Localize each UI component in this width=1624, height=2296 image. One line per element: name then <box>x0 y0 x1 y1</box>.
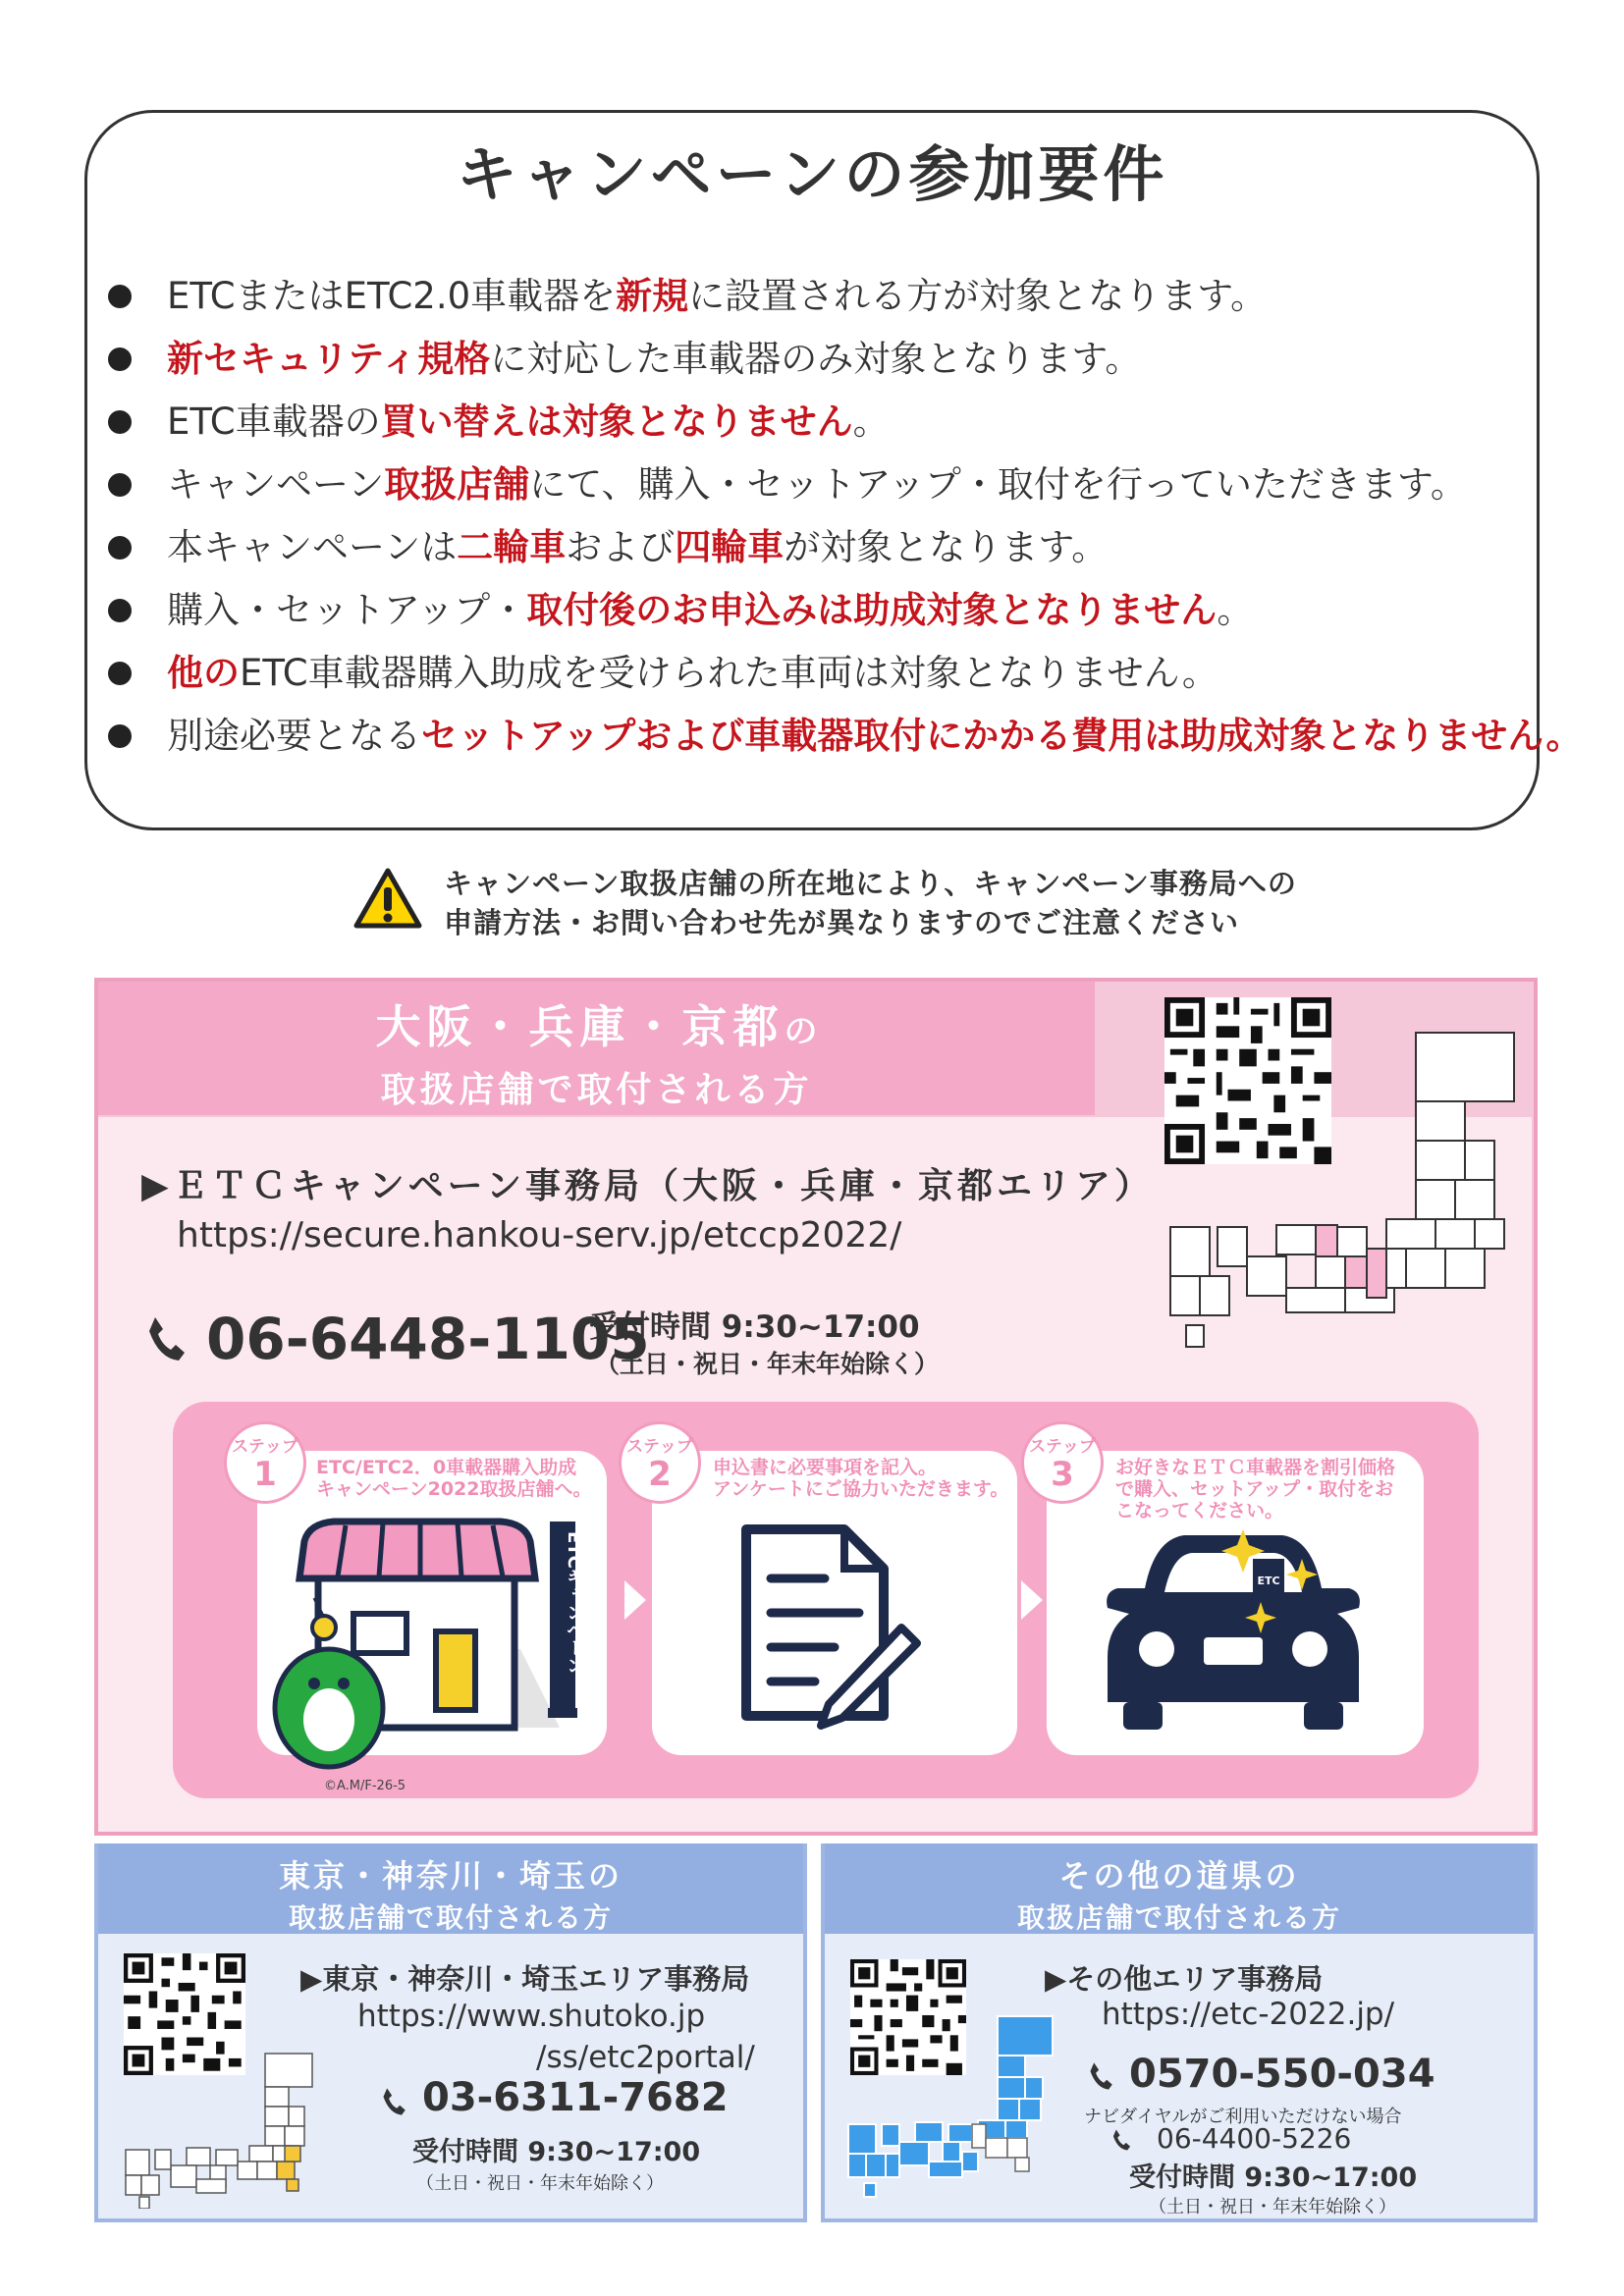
car-etc-badge: ETC <box>1257 1575 1280 1587</box>
phone-icon <box>1088 2061 1113 2091</box>
step-badge-number: 1 <box>253 1455 277 1494</box>
step-badge-label: ステップ <box>1029 1437 1096 1457</box>
requirement-text: ETCまたはETC2.0車載器を <box>167 275 617 317</box>
tokyo-hours: 受付時間 9:30~17:00 <box>412 2137 701 2167</box>
tokyo-url-line-1[interactable]: https://www.shutoko.jp <box>357 1999 706 2034</box>
requirements-list <box>108 265 1583 768</box>
requirement-text: 。 <box>852 400 890 443</box>
bullet-icon <box>108 410 132 434</box>
step-badge-3 <box>1021 1421 1104 1504</box>
step-text-1 <box>316 1457 592 1500</box>
requirement-emphasis: 取付後のお申込みは助成対象となりません <box>526 589 1218 631</box>
requirement-emphasis: 新規 <box>616 275 689 317</box>
step-2-line-1: 申込書に必要事項を記入。 <box>713 1457 938 1478</box>
requirements-title-text: キャンペーンの参加要件 <box>456 138 1168 210</box>
other-subtitle: 取扱店舗で取付される方 <box>1016 1901 1341 1934</box>
japan-map-tokyo <box>118 2052 324 2209</box>
tokyo-phone-number[interactable]: 03-6311-7682 <box>422 2075 729 2120</box>
document-pen-icon <box>727 1520 923 1735</box>
japan-map-other <box>840 2014 1066 2211</box>
phone-icon <box>381 2087 406 2116</box>
requirement-emphasis: 取扱店舗 <box>384 463 530 506</box>
step-badge-1 <box>224 1421 306 1504</box>
bullet-icon <box>108 473 132 497</box>
caution-text <box>444 864 1297 942</box>
tokyo-office-name: ▶東京・神奈川・埼玉エリア事務局 <box>300 1962 750 1996</box>
requirements-title <box>425 126 1200 213</box>
requirement-emphasis: 買い替えは対象となりません <box>380 400 853 443</box>
requirement-item <box>108 328 1532 391</box>
step-text-3 <box>1115 1457 1395 1522</box>
requirement-item <box>108 705 1583 768</box>
shop-sign-text: ETCキャンペーン <box>564 1531 584 1675</box>
osaka-qr-code[interactable] <box>1164 997 1331 1164</box>
requirement-item <box>108 265 1532 328</box>
step-badge-label: ステップ <box>626 1437 693 1457</box>
requirements-title-wrap <box>0 126 1624 213</box>
requirement-text: に対応した車載器のみ対象となります。 <box>490 338 1142 380</box>
step-3-line-3: こなってください。 <box>1115 1500 1284 1522</box>
step-badge-2 <box>619 1421 701 1504</box>
osaka-title-main: 大阪・兵庫・京都 <box>375 1000 785 1053</box>
step-arrow-2 <box>1021 1580 1043 1620</box>
phone-icon <box>145 1315 187 1362</box>
bullet-icon <box>108 599 132 622</box>
requirement-text: にて、購入・セットアップ・取付を行っていただきます。 <box>529 463 1467 506</box>
requirement-emphasis: 四輪車 <box>675 526 785 568</box>
requirement-item <box>108 454 1532 516</box>
requirement-text: 本キャンペーンは <box>167 526 458 568</box>
osaka-title-suffix: の <box>784 1012 818 1051</box>
requirement-item <box>108 642 1532 705</box>
step-badge-label: ステップ <box>232 1437 298 1457</box>
step-1-line-2: キャンペーン2022取扱店舗へ。 <box>316 1478 592 1500</box>
osaka-url-link[interactable]: https://secure.hankou-serv.jp/etccp2022/ <box>177 1215 902 1255</box>
shop-illustration <box>236 1512 609 1777</box>
requirement-text: 購入・セットアップ・ <box>167 589 527 631</box>
step-arrow-1 <box>624 1580 646 1620</box>
other-title-suffix: の <box>1265 1857 1300 1895</box>
requirement-item <box>108 516 1532 579</box>
bullet-icon <box>108 662 132 685</box>
navi-dial-note: ナビダイヤルがご利用いただけない場合 <box>1084 2107 1402 2127</box>
other-panel-header <box>825 1843 1534 1934</box>
osaka-office-name: ▶ＥＴＣキャンペーン事務局（大阪・兵庫・京都エリア） <box>141 1166 1154 1206</box>
step-badge-number: 2 <box>648 1455 672 1494</box>
tokyo-hours-note: （土日・祝日・年末年始除く） <box>416 2173 664 2194</box>
caution-line-1: キャンペーン取扱店舗の所在地により、キャンペーン事務局への <box>444 867 1297 900</box>
osaka-hours: 受付時間 9:30~17:00 <box>589 1309 920 1345</box>
other-hours: 受付時間 9:30~17:00 <box>1129 2163 1418 2193</box>
other-office-name: ▶その他エリア事務局 <box>1045 1962 1324 1996</box>
phone-icon <box>1111 2128 1131 2152</box>
tokyo-url-line-2[interactable]: /ss/etc2portal/ <box>536 2040 755 2075</box>
osaka-title <box>98 991 1095 1112</box>
tokyo-title-suffix: の <box>588 1857 623 1895</box>
requirement-emphasis: セットアップおよび車載器取付にかかる費用は助成対象となりません。 <box>421 715 1583 757</box>
requirement-emphasis: 他の <box>167 652 240 694</box>
requirement-text: 別途必要となる <box>167 715 421 757</box>
step-2-line-2: アンケートにご協力いただきます。 <box>713 1478 1009 1500</box>
tokyo-subtitle: 取扱店舗で取付される方 <box>288 1901 613 1934</box>
requirement-item <box>108 579 1532 642</box>
other-phone-number-2[interactable]: 06-4400-5226 <box>1157 2122 1352 2155</box>
warning-icon <box>353 868 422 929</box>
step-3-line-2: で購入、セットアップ・取付をお <box>1115 1478 1394 1500</box>
requirement-text: および <box>566 526 676 568</box>
requirement-text: ETC車載器購入助成を受けられた車両は対象となりません。 <box>240 652 1218 694</box>
other-url-link[interactable]: https://etc-2022.jp/ <box>1102 1997 1395 2032</box>
other-hours-note: （土日・祝日・年末年始除く） <box>1149 2197 1396 2217</box>
step-3-line-1: お好きなＥＴＣ車載器を割引価格 <box>1115 1457 1396 1478</box>
step-1-line-1: ETC/ETC2．0車載器購入助成 <box>316 1457 577 1478</box>
osaka-subtitle: 取扱店舗で取付される方 <box>380 1070 813 1110</box>
tokyo-title-main: 東京・神奈川・埼玉 <box>278 1857 588 1895</box>
other-title-main: その他の道県 <box>1058 1857 1266 1895</box>
requirement-text: キャンペーン <box>167 463 385 506</box>
tokyo-panel-header <box>98 1843 803 1934</box>
requirement-text: が対象となります。 <box>784 526 1109 568</box>
requirement-item <box>108 391 1532 454</box>
car-icon <box>1096 1520 1371 1735</box>
requirement-emphasis: 新セキュリティ規格 <box>167 338 491 380</box>
step-text-2 <box>713 1457 1008 1500</box>
caution-line-2: 申請方法・お問い合わせ先が異なりますのでご注意ください <box>444 906 1240 939</box>
requirement-emphasis: 二輪車 <box>457 526 567 568</box>
requirement-text: に設置される方が対象となります。 <box>688 275 1268 317</box>
other-phone-number[interactable]: 0570-550-034 <box>1129 2052 1435 2097</box>
bullet-icon <box>108 285 132 308</box>
copyright-text: ©A.M/F-26-5 <box>324 1779 406 1793</box>
requirement-text: ETC車載器の <box>167 400 381 443</box>
step-badge-number: 3 <box>1051 1455 1074 1494</box>
requirement-text: 。 <box>1217 589 1254 631</box>
osaka-hours-note: （土日・祝日・年末年始除く） <box>595 1350 940 1378</box>
bullet-icon <box>108 347 132 371</box>
bullet-icon <box>108 724 132 748</box>
bullet-icon <box>108 536 132 560</box>
osaka-phone-number[interactable]: 06-6448-1105 <box>206 1306 650 1372</box>
